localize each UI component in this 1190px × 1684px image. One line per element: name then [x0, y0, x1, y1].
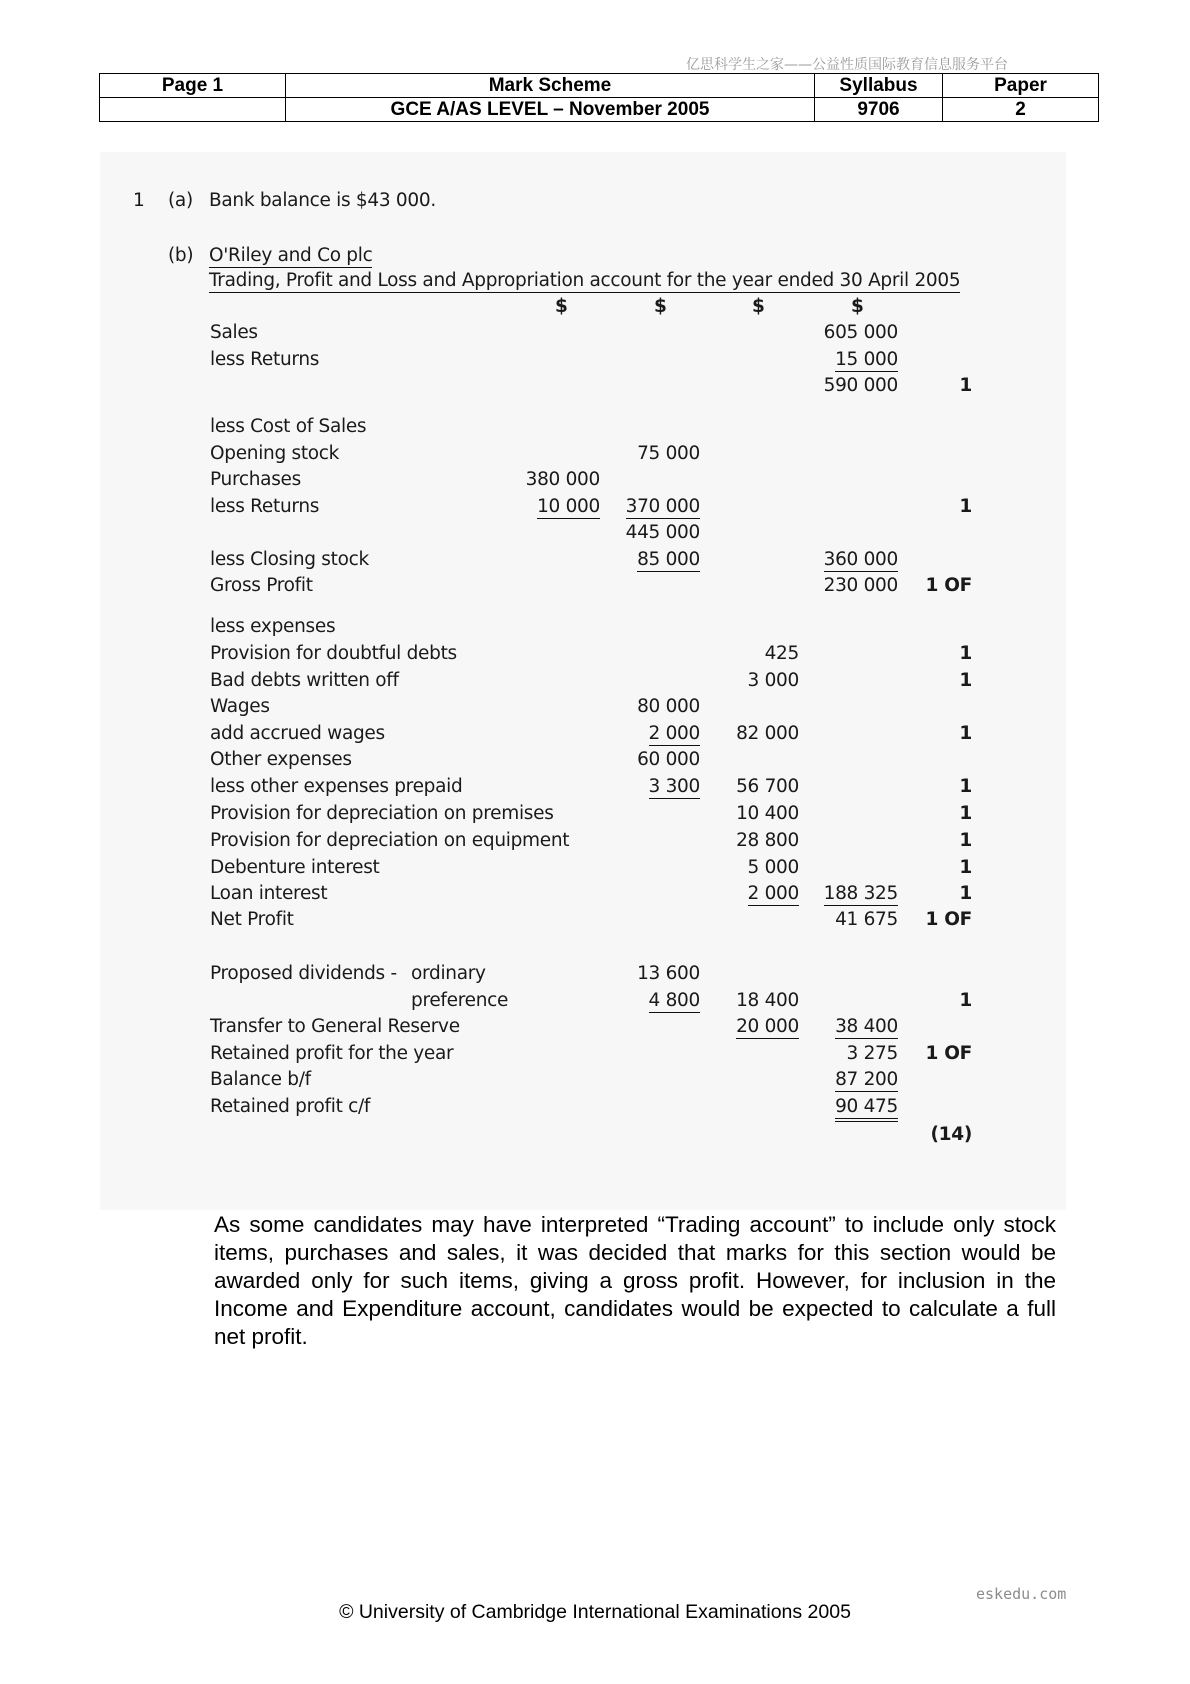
header-syllabus-label: Syllabus: [815, 74, 943, 98]
account-row-label: Gross Profit: [210, 575, 313, 596]
account-amount-c3: 82 000: [736, 723, 799, 744]
account-amount-c3: 3 000: [747, 670, 799, 691]
header-exam: GCE A/AS LEVEL – November 2005: [286, 98, 815, 122]
account-amount-c1: 380 000: [525, 469, 600, 490]
account-amount-c2: 4 800: [648, 990, 700, 1011]
account-row-label: less Returns: [210, 349, 320, 370]
mark-allocation: 1 OF: [925, 575, 972, 596]
currency-symbol: $: [654, 296, 667, 317]
account-row-label: Sales: [210, 322, 258, 343]
currency-symbol: $: [851, 296, 864, 317]
account-amount-c2: 60 000: [637, 749, 700, 770]
account-row-sublabel: ordinary: [411, 963, 486, 984]
account-row-label: Provision for depreciation on premises: [210, 803, 554, 824]
part-b-label: (b): [168, 245, 194, 266]
account-amount-c1: 10 000: [537, 496, 600, 517]
account-amount-c4: 15 000: [835, 349, 898, 370]
account-row-sublabel: preference: [411, 990, 509, 1011]
account-row-label: Provision for doubtful debts: [210, 643, 457, 664]
account-amount-c3: 5 000: [747, 857, 799, 878]
account-amount-c4: 188 325: [823, 883, 898, 904]
examiner-note: As some candidates may have interpreted “Trading account” to include only stock items, purchases and sales, it was decided that marks for this section would be awarded only for such items, giving a gross profit. However, for inclusion in the Income and Expenditure account, candidates would be expected to calculate a full net profit.: [214, 1212, 1056, 1349]
mark-allocation: 1: [959, 496, 972, 517]
header-paper-label: Paper: [943, 74, 1099, 98]
account-row-label: add accrued wages: [210, 723, 385, 744]
site-watermark: eskedu.com: [976, 1585, 1067, 1603]
currency-symbol: $: [752, 296, 765, 317]
account-row-label: Debenture interest: [210, 857, 380, 878]
account-amount-c3: 20 000: [736, 1016, 799, 1037]
account-row-label: Purchases: [210, 469, 301, 490]
account-amount-c3: 2 000: [747, 883, 799, 904]
account-amount-c4: 87 200: [835, 1069, 898, 1090]
currency-symbol: $: [555, 296, 568, 317]
mark-allocation: 1: [959, 883, 972, 904]
account-row-label: Provision for depreciation on equipment: [210, 830, 570, 851]
account-amount-c3: 18 400: [736, 990, 799, 1011]
header-syllabus-code: 9706: [815, 98, 943, 122]
account-row-label: Bad debts written off: [210, 670, 399, 691]
mark-allocation: 1: [959, 776, 972, 797]
account-amount-c3: 10 400: [736, 803, 799, 824]
account-row-label: Transfer to General Reserve: [210, 1016, 460, 1037]
header-page: Page 1: [100, 74, 286, 98]
account-row-label: Other expenses: [210, 749, 352, 770]
account-row-label: less other expenses prepaid: [210, 776, 463, 797]
account-amount-c2: 80 000: [637, 696, 700, 717]
account-row-label: Loan interest: [210, 883, 328, 904]
company-name: O'Riley and Co plc: [209, 245, 373, 266]
mark-allocation: 1: [959, 643, 972, 664]
account-row-label: Opening stock: [210, 443, 340, 464]
account-amount-c2: 370 000: [625, 496, 700, 517]
account-amount-c4: 230 000: [823, 575, 898, 596]
account-amount-c4: 605 000: [823, 322, 898, 343]
mark-allocation: 1 OF: [925, 909, 972, 930]
account-row-label: Retained profit for the year: [210, 1043, 454, 1064]
mark-allocation: 1: [959, 830, 972, 851]
account-amount-c4: 360 000: [823, 549, 898, 570]
account-amount-c2: 13 600: [637, 963, 700, 984]
part-a-answer: Bank balance is $43 000.: [209, 190, 436, 211]
mark-allocation: 1: [959, 723, 972, 744]
account-row-label: Retained profit c/f: [210, 1096, 371, 1117]
account-row-label: less Closing stock: [210, 549, 369, 570]
account-row-label: less Returns: [210, 496, 320, 517]
account-amount-c2: 85 000: [637, 549, 700, 570]
account-row-label: less expenses: [210, 616, 336, 637]
account-amount-c4: 90 475: [835, 1096, 898, 1122]
account-amount-c4: 41 675: [835, 909, 898, 930]
header-table: [99, 73, 1099, 122]
part-a-label: (a): [168, 190, 193, 211]
account-row-label: less Cost of Sales: [210, 416, 367, 437]
mark-allocation: 1: [959, 375, 972, 396]
copyright-footer: © University of Cambridge International Examinations 2005: [339, 1601, 851, 1623]
account-row-label: Balance b/f: [210, 1069, 311, 1090]
account-amount-c2: 75 000: [637, 443, 700, 464]
account-title: Trading, Profit and Loss and Appropriation account for the year ended 30 April 2005: [209, 270, 961, 291]
account-amount-c4: 3 275: [846, 1043, 898, 1064]
header-blank-cell: [100, 98, 286, 122]
header-paper-number: 2: [943, 98, 1099, 122]
account-row-label: Proposed dividends -: [210, 963, 397, 984]
account-amount-c4: 38 400: [835, 1016, 898, 1037]
mark-allocation: (14): [930, 1124, 972, 1145]
account-amount-c3: 28 800: [736, 830, 799, 851]
mark-allocation: 1 OF: [925, 1043, 972, 1064]
mark-allocation: 1: [959, 803, 972, 824]
mark-allocation: 1: [959, 670, 972, 691]
account-amount-c2: 2 000: [648, 723, 700, 744]
header-mark-scheme: Mark Scheme: [286, 74, 815, 98]
account-amount-c3: 56 700: [736, 776, 799, 797]
account-amount-c2: 3 300: [648, 776, 700, 797]
mark-allocation: 1: [959, 990, 972, 1011]
question-number: 1: [133, 190, 145, 211]
mark-allocation: 1: [959, 857, 972, 878]
account-amount-c3: 425: [764, 643, 799, 664]
account-row-label: Net Profit: [210, 909, 294, 930]
account-amount-c4: 590 000: [823, 375, 898, 396]
account-amount-c2: 445 000: [625, 522, 700, 543]
account-row-label: Wages: [210, 696, 270, 717]
watermark-text: 亿思科学生之家——公益性质国际教育信息服务平台: [686, 57, 1008, 73]
